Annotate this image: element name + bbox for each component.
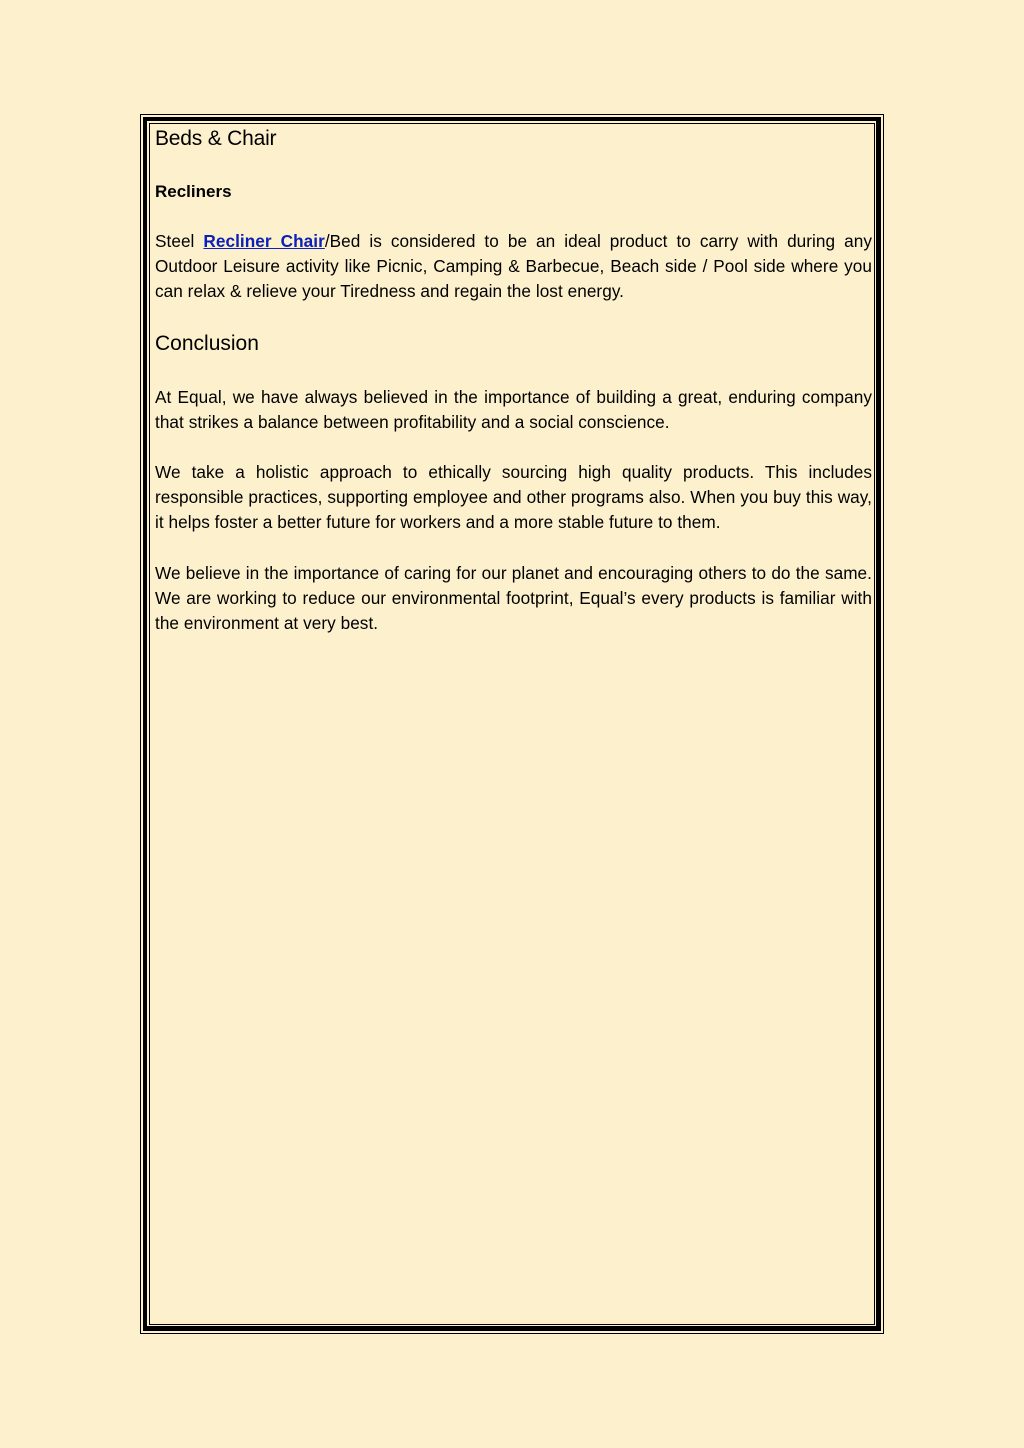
- conclusion-paragraph: We believe in the importance of caring for our planet and encouraging others to do the same. We are working to reduce our environmental footprint, Equal’s every products is familiar with the environment at very best.: [155, 563, 872, 634]
- document-title: Beds & Chair: [155, 127, 277, 150]
- conclusion-paragraph: At Equal, we have always believed in the importance of building a great, enduring company that strikes a balance between profitability and a social conscience.: [155, 387, 872, 433]
- conclusion-paragraph: We take a holistic approach to ethically sourcing high quality products. This includes responsible practices, supporting employee and other programs also. When you buy this way, it helps foster a better future for workers and a more stable future to them.: [155, 462, 872, 533]
- recliners-subheading: Recliners: [155, 182, 232, 201]
- recliner-paragraph-suffix: /Bed is considered to be an ideal product to carry with during any Outdoor Leisure activity like Picnic, Camping & Barbecue, Beach side / Pool side where you can relax & relieve your Tiredness and regain the lost energy.: [155, 231, 872, 302]
- recliner-paragraph: [155, 229, 872, 305]
- conclusion-heading: Conclusion: [155, 332, 259, 355]
- recliner-chair-link[interactable]: Recliner Chair: [203, 231, 325, 251]
- recliner-paragraph-prefix: Steel: [155, 231, 204, 251]
- document-body: [155, 124, 872, 634]
